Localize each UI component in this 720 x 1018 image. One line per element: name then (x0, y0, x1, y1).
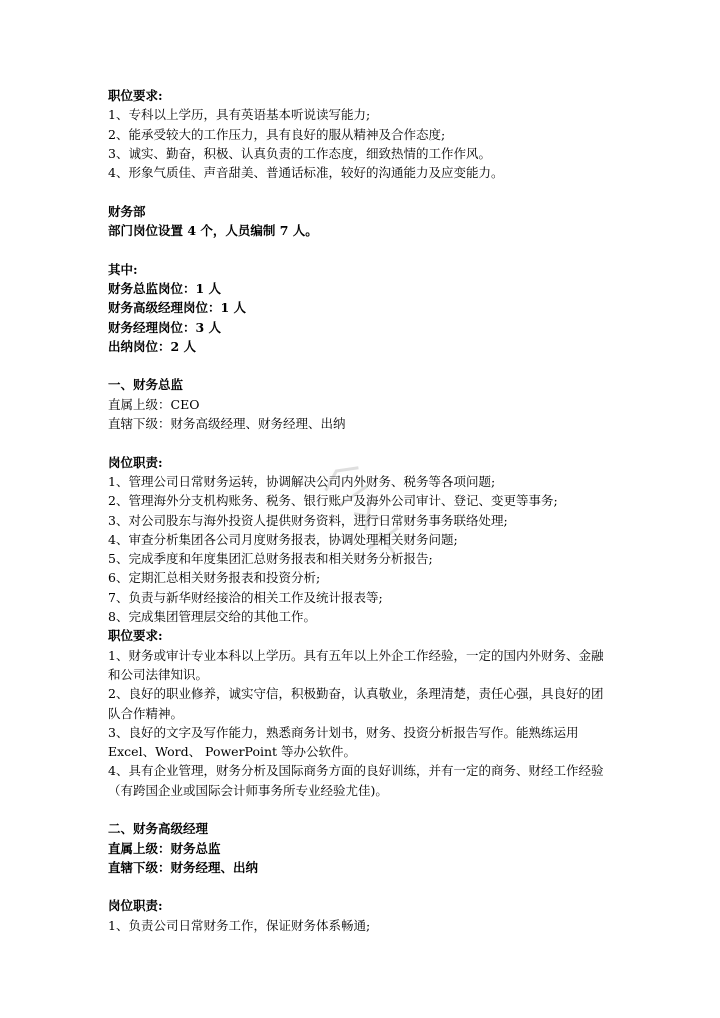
req-item: 4、具有企业管理，财务分析及国际商务方面的良好训练，并有一定的商务、财经工作经验（有跨国企业或国际会计师事务所专业经验尤佳)。 (108, 763, 604, 798)
duty-item: 2、管理海外分支机构账务、税务、银行账户及海外公司审计、登记、变更等事务; (108, 493, 558, 509)
duty-item: 5、完成季度和年度集团汇总财务报表和相关财务分析报告; (108, 551, 433, 567)
duty-item: 1、负责公司日常财务工作，保证财务体系畅通; (108, 917, 371, 933)
senior-mgr-superior: 直属上级：财务总监 (108, 840, 221, 856)
dept-summary: 部门岗位设置 4 个，人员编制 7 人。 (108, 223, 318, 239)
list-item: 1、专科以上学历，具有英语基本听说读写能力; (108, 107, 371, 123)
senior-mgr-heading: 二、财务高级经理 (108, 821, 209, 837)
cfo-superior: 直属上级：CEO (108, 396, 200, 412)
section-title: 职位要求: (108, 88, 163, 103)
dept-title: 财务部 (108, 203, 146, 219)
cfo-duties-title: 岗位职责: (108, 454, 163, 470)
list-item: 4、形象气质佳、声音甜美、普通话标准，较好的沟通能力及应变能力。 (108, 165, 504, 181)
req-item: 1、财务或审计专业本科以上学历。具有五年以上外企工作经验，一定的国内外财务、金融和公司法律知识。 (108, 647, 604, 682)
cfo-req-title: 职位要求: (108, 628, 163, 644)
duty-item: 8、完成集团管理层交给的其他工作。 (108, 609, 316, 625)
document-page (108, 86, 608, 935)
position-item: 财务高级经理岗位：1 人 (108, 300, 247, 316)
duty-item: 7、负责与新华财经接洽的相关工作及统计报表等; (108, 589, 383, 605)
senior-mgr-duties-title: 岗位职责: (108, 898, 163, 914)
duty-item: 1、管理公司日常财务运转，协调解决公司内外财务、税务等各项问题; (108, 473, 496, 489)
position-item: 财务总监岗位：1 人 (108, 280, 222, 296)
cfo-heading: 一、财务总监 (108, 377, 184, 393)
position-item: 财务经理岗位：3 人 (108, 319, 222, 335)
duty-item: 3、对公司股东与海外投资人提供财务资料，进行日常财务事务联络处理; (108, 512, 508, 528)
list-item: 3、诚实、勤奋，积极、认真负责的工作态度，细致热情的工作作风。 (108, 145, 491, 161)
senior-mgr-subordinates: 直辖下级：财务经理、出纳 (108, 859, 259, 875)
duty-item: 4、审查分析集团各公司月度财务报表，协调处理相关财务问题; (108, 531, 458, 547)
cfo-subordinates: 直辖下级：财务高级经理、财务经理、出纳 (108, 416, 346, 432)
duty-item: 6、定期汇总相关财务报表和投资分析; (108, 570, 321, 586)
req-item: 2、良好的职业修养，诚实守信，积极勤奋，认真敬业，条理清楚，责任心强，具良好的团队合作精神。 (108, 686, 604, 721)
position-item: 出纳岗位：2 人 (108, 338, 197, 354)
positions-title: 其中: (108, 261, 138, 277)
req-item: 3、良好的文字及写作能力，熟悉商务计划书，财务、投资分析报告写作。能熟练运用 Excel、Word、 PowerPoint 等办公软件。 (108, 724, 579, 760)
list-item: 2、能承受较大的工作压力，具有良好的服从精神及合作态度; (108, 126, 446, 142)
